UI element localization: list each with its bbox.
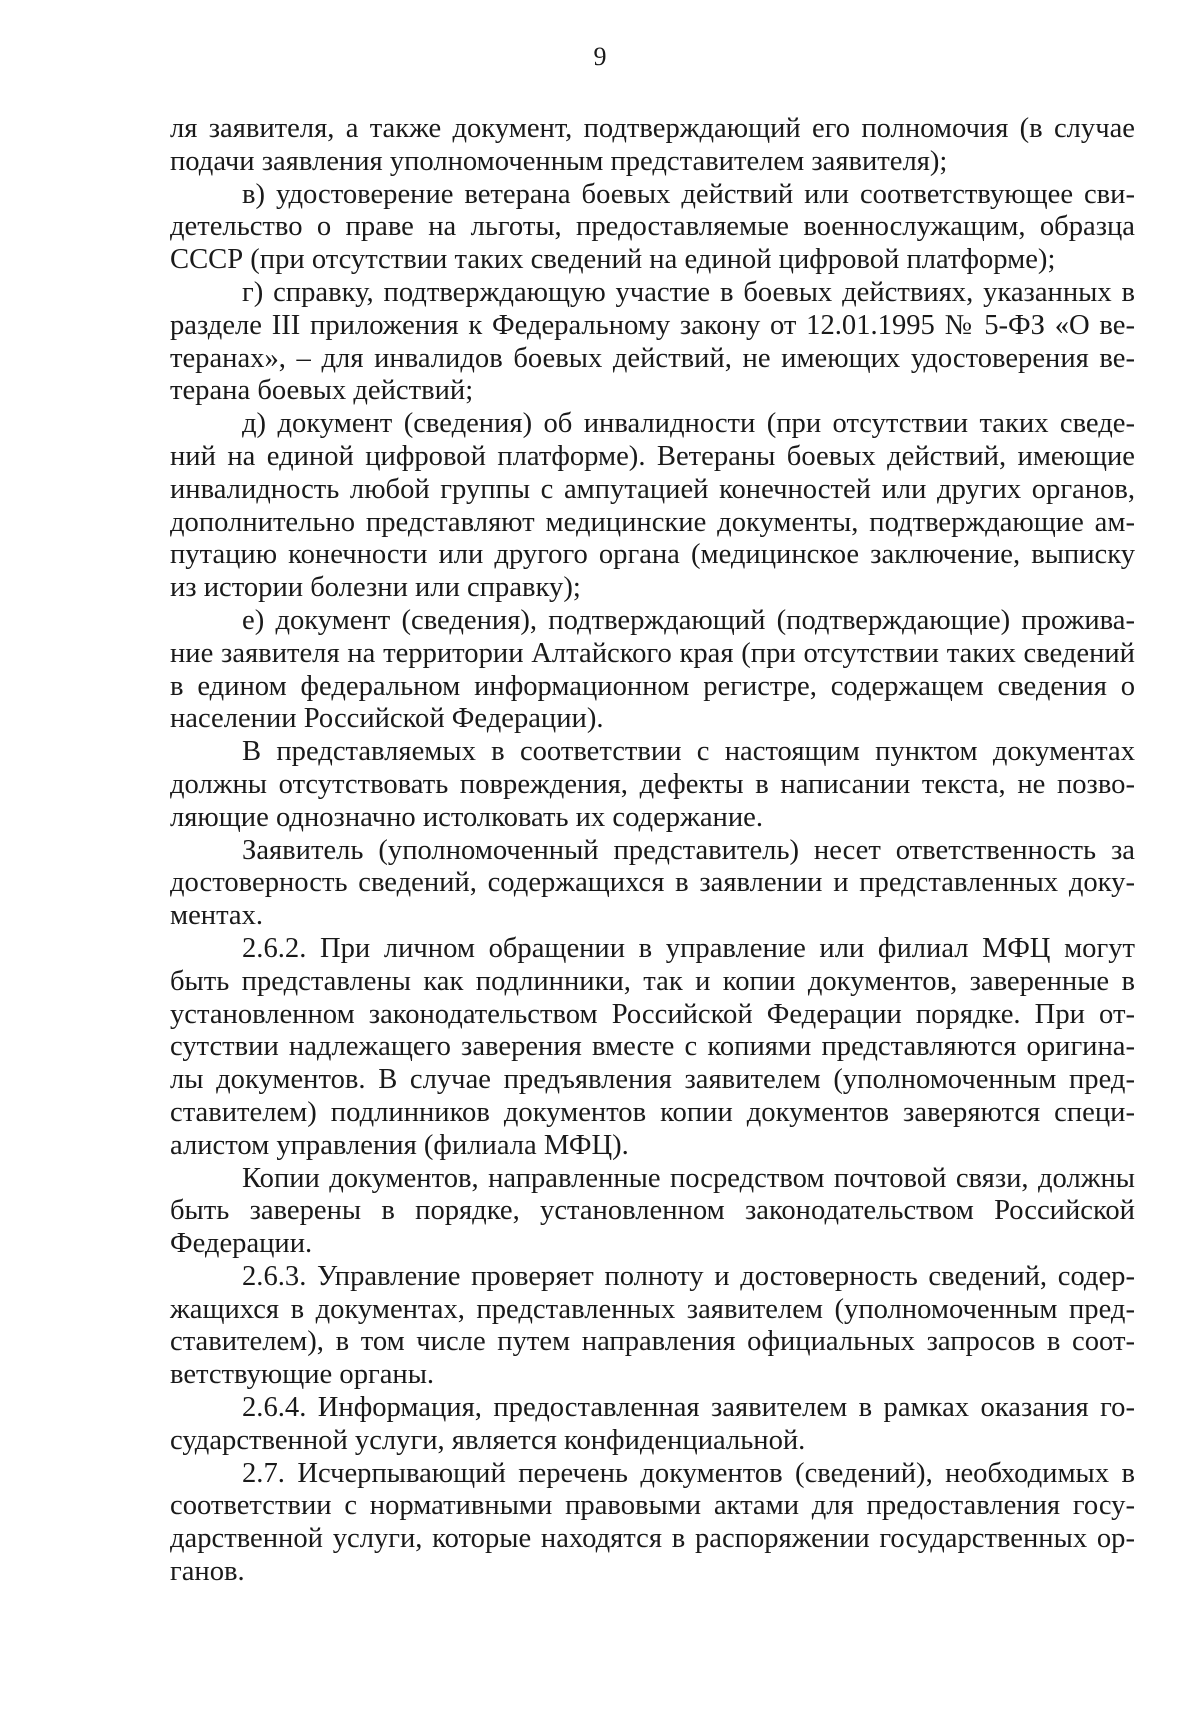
paragraph-no-defects: В представляемых в соответствии с настоящим пунктом документах должны отсутствовать повреждения, дефекты в написании текста, не позволяющие однозначно истолковать их содержание. [170, 736, 1135, 833]
paragraph-2-6-2: 2.6.2. При личном обращении в управление или филиал МФЦ могут быть представлены как подлинники, так и копии документов, заверенные в установленном законодательством Российской Федерации порядке. При отсутствии надлежащего заверения вместе с копиями представляются оригиналы документов. В случае предъявления заявителем (уполномоченным представителем) подлинников документов копии документов заверяются специалистом управления (филиала МФЦ). [170, 932, 1135, 1161]
paragraph-continuation: ля заявителя, а также документ, подтверждающий его полномочия (в случае подачи заявления уполномоченным представителем заявителя); [170, 113, 1135, 177]
document-body [170, 113, 1135, 1589]
paragraph-2-7: 2.7. Исчерпывающий перечень документов (сведений), необходимых в соответствии с нормативными правовыми актами для предоставления государственной услуги, которые находятся в распоряжении государственных органов. [170, 1457, 1135, 1588]
paragraph-item-d: д) документ (сведения) об инвалидности (при отсутствии таких сведений на единой цифровой платформе). Ветераны боевых действий, имеющие инвалидность любой группы с ампутацией конечностей или других органов, дополнительно представляют медицинские документы, подтверждающие ампутацию конечности или другого органа (медицинское заключение, выписку из истории болезни или справку); [170, 408, 1135, 604]
paragraph-item-v: в) удостоверение ветерана боевых действий или соответствующее свидетельство о праве на льготы, предоставляемые военнослужащим, образца СССР (при отсутствии таких сведений на единой цифровой платформе); [170, 178, 1135, 276]
paragraph-2-6-4: 2.6.4. Информация, предоставленная заявителем в рамках оказания государственной услуги, является конфиденциальной. [170, 1392, 1135, 1456]
page-number: 9 [593, 42, 607, 71]
paragraph-postal-copies: Копии документов, направленные посредством почтовой связи, должны быть заверены в порядке, установленном законодательством Российской Федерации. [170, 1162, 1135, 1260]
paragraph-applicant-responsibility: Заявитель (уполномоченный представитель) несет ответственность за достоверность сведений, содержащихся в заявлении и представленных документах. [170, 834, 1135, 932]
paragraph-item-g: г) справку, подтверждающую участие в боевых действиях, указанных в разделе III приложения к Федеральному закону от 12.01.1995 № 5-ФЗ «О ветеранах», – для инвалидов боевых действий, не имеющих удостоверения ветерана боевых действий; [170, 276, 1135, 407]
paragraph-2-6-3: 2.6.3. Управление проверяет полноту и достоверность сведений, содержащихся в документах, представленных заявителем (уполномоченным представителем), в том числе путем направления официальных запросов в соответствующие органы. [170, 1260, 1135, 1391]
paragraph-item-e: е) документ (сведения), подтверждающий (подтверждающие) проживание заявителя на территории Алтайского края (при отсутствии таких сведений в едином федеральном информационном регистре, содержащем сведения о населении Российской Федерации). [170, 604, 1135, 735]
